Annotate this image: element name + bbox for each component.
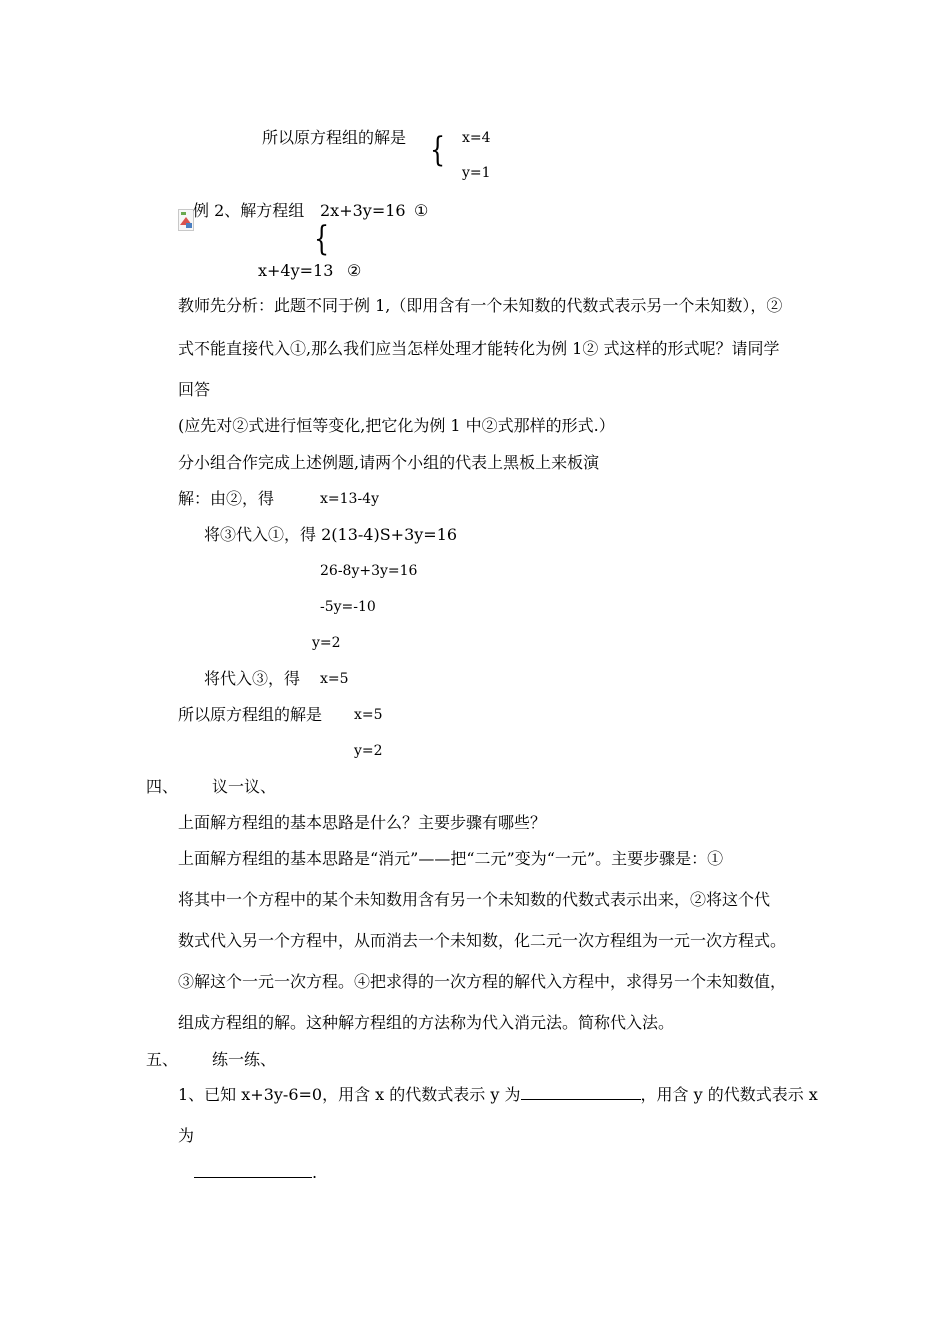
analysis-line-5: 分小组合作完成上述例题,请两个小组的代表上黑板上来板演	[178, 453, 600, 472]
answer-blank[interactable]	[194, 1176, 312, 1178]
section-4-paragraph-line-4: ③解这个一元一次方程。④把求得的一次方程的解代入方程中，求得另一个未知数值，	[178, 972, 787, 991]
analysis-line-3: 回答	[178, 380, 211, 399]
solution-step-1-label: 解：由②，得	[178, 489, 275, 508]
example1-x-value: x=4	[462, 130, 491, 146]
exercise-1-text-a: 1、已知 x+3y-6=0，用含 x 的代数式表示 y 为	[178, 1085, 521, 1104]
example2-equation-1-mark: ①	[414, 201, 429, 220]
exercise-1	[178, 1087, 818, 1103]
solution-step-2: 将③代入①，得 2(13-4)S+3y=16	[204, 525, 458, 544]
analysis-line-2: 式不能直接代入①,那么我们应当怎样处理才能转化为例 1② 式这样的形式呢？请同学	[178, 339, 780, 358]
example1-result-label: 所以原方程组的解是	[262, 128, 407, 147]
analysis-line-1: 教师先分析：此题不同于例 1,（即用含有一个未知数的代数式表示另一个未知数），②	[178, 296, 783, 315]
section-5-title: 练一练、	[212, 1050, 277, 1069]
answer-blank[interactable]	[521, 1098, 641, 1100]
section-4-title: 议一议、	[212, 777, 277, 796]
section-4-question: 上面解方程组的基本思路是什么？主要步骤有哪些？	[178, 813, 547, 832]
section-4-paragraph-line-2: 将其中一个方程中的某个未知数用含有另一个未知数的代数式表示出来，②将这个代	[178, 890, 771, 909]
section-4-number: 四、	[146, 777, 179, 796]
example2-equation-1: 2x+3y=16	[320, 201, 406, 220]
solution-step-6-label: 将代入③，得	[204, 669, 301, 688]
broken-image-icon	[178, 209, 194, 231]
example2-equation-2: x+4y=13	[258, 261, 334, 280]
exercise-1-text-b: ，用含 y 的代数式表示 x	[640, 1085, 818, 1104]
solution-result-y: y=2	[354, 743, 383, 759]
solution-result-label: 所以原方程组的解是	[178, 705, 323, 724]
solution-step-1-equation: x=13-4y	[320, 491, 379, 507]
solution-step-4: -5y=-10	[320, 599, 376, 615]
solution-step-6-equation: x=5	[320, 671, 349, 687]
analysis-line-4: (应先对②式进行恒等变化,把它化为例 1 中②式那样的形式.）	[178, 416, 615, 435]
left-brace-icon: {	[430, 130, 446, 170]
exercise-1-end: .	[312, 1163, 318, 1182]
exercise-1-line-3	[194, 1165, 317, 1181]
example1-y-value: y=1	[462, 165, 491, 181]
exercise-1-text-c: 为	[178, 1126, 195, 1145]
solution-result-x: x=5	[354, 707, 383, 723]
example2-equation-2-mark: ②	[347, 261, 362, 280]
section-4-paragraph-line-5: 组成方程组的解。这种解方程组的方法称为代入消元法。简称代入法。	[178, 1013, 675, 1032]
section-4-paragraph-line-3: 数式代入另一个方程中，从而消去一个未知数，化二元一次方程组为一元一次方程式。	[178, 931, 787, 950]
solution-step-3: 26-8y+3y=16	[320, 563, 418, 579]
left-brace-icon: {	[314, 219, 330, 259]
example2-label: 例 2、解方程组	[193, 201, 305, 220]
section-5-number: 五、	[146, 1050, 179, 1069]
section-4-paragraph-line-1: 上面解方程组的基本思路是“消元”——把“二元”变为“一元”。主要步骤是：①	[178, 849, 724, 868]
solution-step-5: y=2	[312, 635, 341, 651]
